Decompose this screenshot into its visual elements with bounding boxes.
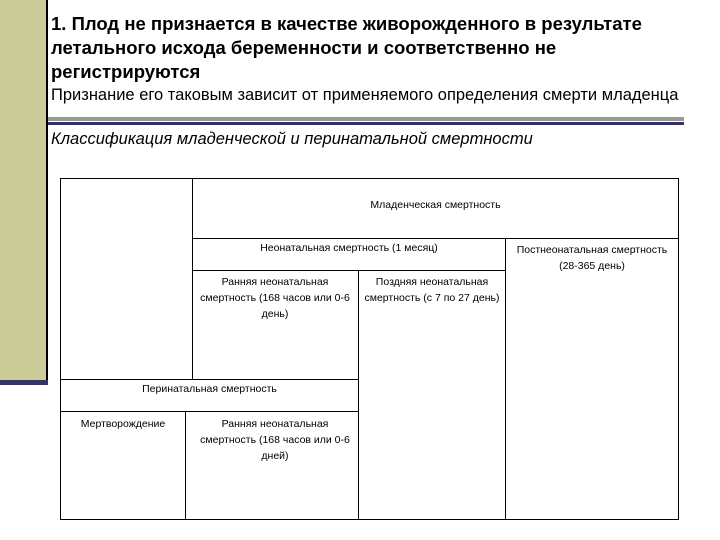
slide-subtitle: Признание его таковым зависит от применяемого определения смерти младенца (51, 86, 679, 104)
postneonatal-left-border (505, 238, 506, 520)
stillbirth-label: Мертворождение (80, 418, 166, 430)
outer-bottom-border (60, 519, 679, 520)
perinatal-bottom-border (60, 411, 359, 412)
stillbirth-right-border (185, 411, 186, 520)
outer-top-border (60, 178, 679, 179)
late-neonatal-left-border (358, 270, 359, 520)
infant-mortality-label: Младенческая смертность (370, 199, 501, 211)
early-neonatal-mortality-label-2: Ранняя неонатальная смертность (168 часов или 0-6 дней) (200, 418, 350, 462)
diagram-caption: Классификация младенческой и перинатальной смертности (51, 130, 533, 148)
neonatal-mortality-label: Неонатальная смертность (1 месяц) (260, 242, 438, 254)
slide-title: 1. Плод не признается в качестве живорожденного в результате летального исхода беременности и соответственно не регистрируются (51, 13, 642, 82)
outer-right-border (678, 178, 679, 520)
outer-left-border (60, 178, 61, 520)
perinatal-mortality-label: Перинатальная смертность (142, 383, 277, 395)
infant-bottom-border (192, 238, 679, 239)
perinatal-top-border (60, 379, 359, 380)
postneonatal-mortality-label: Постнеонатальная смертность (28-365 день) (516, 244, 668, 272)
neonatal-bottom-border (192, 270, 506, 271)
late-neonatal-mortality-label: Поздняя неонатальная смертность (с 7 по 27 день) (364, 276, 500, 304)
early-neonatal-mortality-label: Ранняя неонатальная смертность (168 часов или 0-6 день) (200, 276, 350, 320)
